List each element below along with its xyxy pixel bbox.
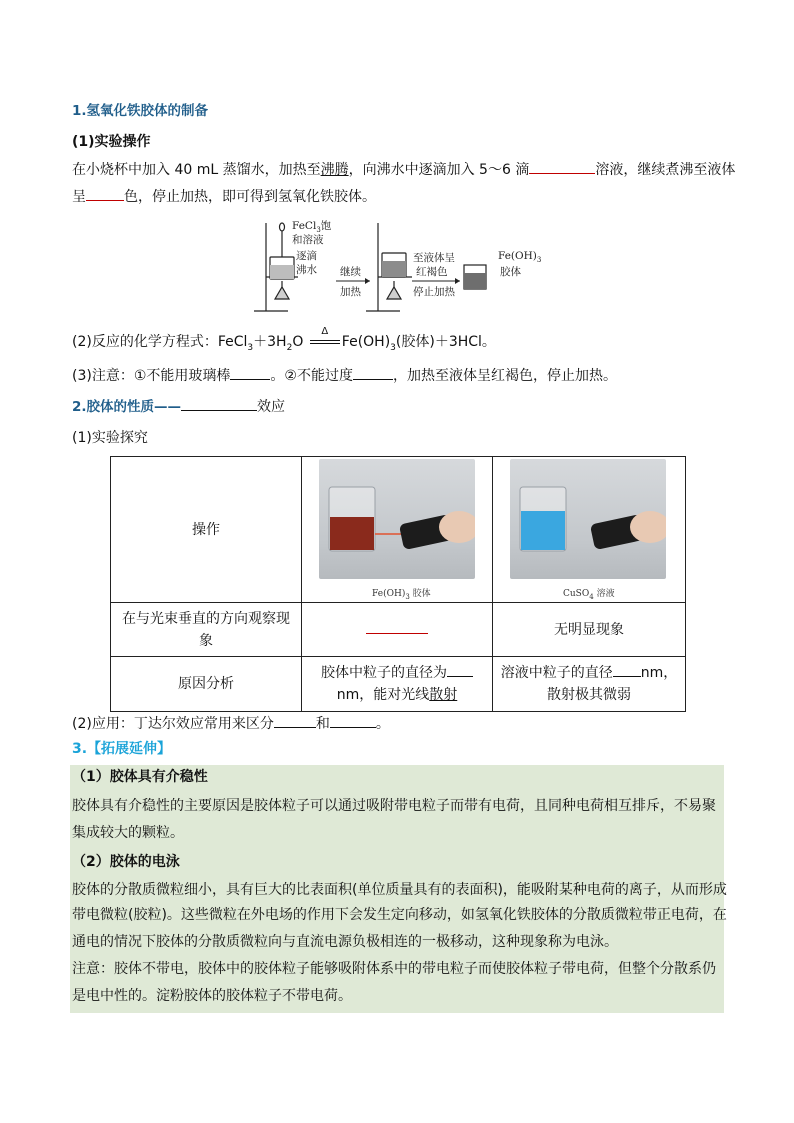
cell-reason-solution: 溶液中粒子的直径 nm， 散射极其微弱 (493, 657, 686, 712)
table-row-reason (111, 657, 686, 712)
blank-glass-rod[interactable] (230, 365, 270, 380)
table-row-observation (111, 603, 686, 657)
extension-p4: 带电微粒(胶粒)。这些微粒在外电场的作用下会发生定向移动，如氢氧化铁胶体的分散质微粒带正电荷，在 (72, 907, 727, 923)
result-beaker (464, 250, 541, 289)
note-line: (3)注意：①不能用玻璃棒 。②不能过度 ，加热至液体呈红褐色，停止加热。 (72, 365, 617, 386)
extension-p2: 集成较大的颗粒。 (72, 825, 184, 841)
extension-p5: 通电的情况下胶体的分散质微粒向与直流电源负极相连的一极移动，这种现象称为电泳。 (72, 934, 618, 950)
experiment-table (110, 456, 686, 712)
label-group-2 (412, 251, 460, 298)
svg-text:加热: 加热 (340, 286, 361, 298)
svg-text:继续: 继续 (340, 266, 361, 278)
cell-reason-label: 原因分析 (111, 657, 302, 712)
extension-p7: 是电中性的。淀粉胶体的胶体粒子不带电荷。 (72, 988, 352, 1004)
extension-p3: 胶体的分散质微粒细小，具有巨大的比表面积(单位质量具有的表面积)，能吸附某种电荷的离子，从而形成 (72, 882, 727, 898)
blank-reagent[interactable] (529, 159, 595, 174)
cell-observation-colloid (302, 603, 493, 657)
svg-text:和溶液: 和溶液 (292, 234, 324, 246)
section2-sub1: (1)实验探究 (72, 430, 148, 446)
apparatus-diagram (248, 215, 558, 320)
section1-sub1: (1)实验操作 (72, 134, 151, 150)
cell-reason-colloid: 胶体中粒子的直径为 nm，能对光线散射 (302, 657, 493, 712)
photo-feoh3-colloid (319, 459, 475, 579)
extension-sub2: （2）胶体的电泳 (72, 854, 180, 870)
caption-feoh3: $Fe(OH)_3$ 胶体 (372, 589, 431, 601)
blank-solution-size[interactable] (613, 662, 641, 677)
extension-p1: 胶体具有介稳性的主要原因是胶体粒子可以通过吸附带电粒子而带有电荷，且同种电荷相互排斥，不易聚 (72, 798, 716, 814)
table-row-operation (111, 457, 686, 603)
extension-p6: 注意：胶体不带电，胶体中的胶体粒子能够吸附体系中的带电粒子而使胶体粒子带电荷，但整个分散系仍 (72, 961, 716, 977)
svg-text:停止加热: 停止加热 (413, 286, 455, 298)
blank-overheat[interactable] (353, 365, 393, 380)
application-line: (2)应用：丁达尔效应常用来区分 和 。 (72, 713, 390, 734)
label-group-1 (292, 219, 332, 276)
svg-text:至液体呈: 至液体呈 (413, 252, 455, 264)
svg-text:红褐色: 红褐色 (416, 266, 448, 278)
heat-condition: Δ (308, 332, 342, 352)
boil-word: 沸腾 (320, 162, 349, 178)
extension-sub1: （1）胶体具有介稳性 (72, 769, 208, 785)
cell-observation-solution: 无明显现象 (493, 603, 686, 657)
cell-fe-photo (302, 457, 493, 603)
section1-paragraph-line2: 呈 色，停止加热，即可得到氢氧化铁胶体。 (72, 186, 376, 207)
equation-line: (2)反应的化学方程式：$FeCl_3+3H_2O$ Δ $Fe(OH)_3$(胶体)＋3HCl。 (72, 326, 496, 353)
blank-color[interactable] (86, 186, 124, 201)
section3-heading: 3.【拓展延伸】 (72, 741, 172, 757)
svg-text:胶体: 胶体 (500, 266, 521, 278)
cell-observation-label: 在与光束垂直的方向观察现 象 (111, 603, 302, 657)
svg-text:Fe(OH)3: $Fe(OH)_3$ (498, 250, 542, 264)
svg-text:FeCl3饱: FeCl$_3$饱 (292, 220, 332, 234)
blank-effect-name[interactable] (181, 396, 257, 411)
section2-heading: 2.胶体的性质—— 效应 (72, 396, 285, 417)
svg-text:沸水: 沸水 (296, 264, 317, 276)
blank-colloid-size[interactable] (447, 662, 473, 677)
svg-text:逐滴: 逐滴 (296, 250, 317, 262)
blank-distinguish-2[interactable] (330, 713, 376, 728)
photo-cuso4-solution (510, 459, 666, 579)
blank-distinguish-1[interactable] (274, 713, 316, 728)
arrow-continue-heating (336, 265, 370, 298)
blank-observation[interactable] (366, 619, 428, 634)
stand-2 (366, 223, 412, 311)
cell-operation-label: 操作 (111, 457, 302, 603)
section1-paragraph-line1: 在小烧杯中加入 40 mL 蒸馏水，加热至沸腾，向沸水中逐滴加入 5～6 滴 溶液，继续煮沸至液体 (72, 159, 735, 180)
caption-cuso4: CuSO$_4$ 溶液 (563, 589, 615, 601)
section1-heading: 1.氢氧化铁胶体的制备 (72, 103, 209, 119)
cell-cuso4-photo (493, 457, 686, 603)
